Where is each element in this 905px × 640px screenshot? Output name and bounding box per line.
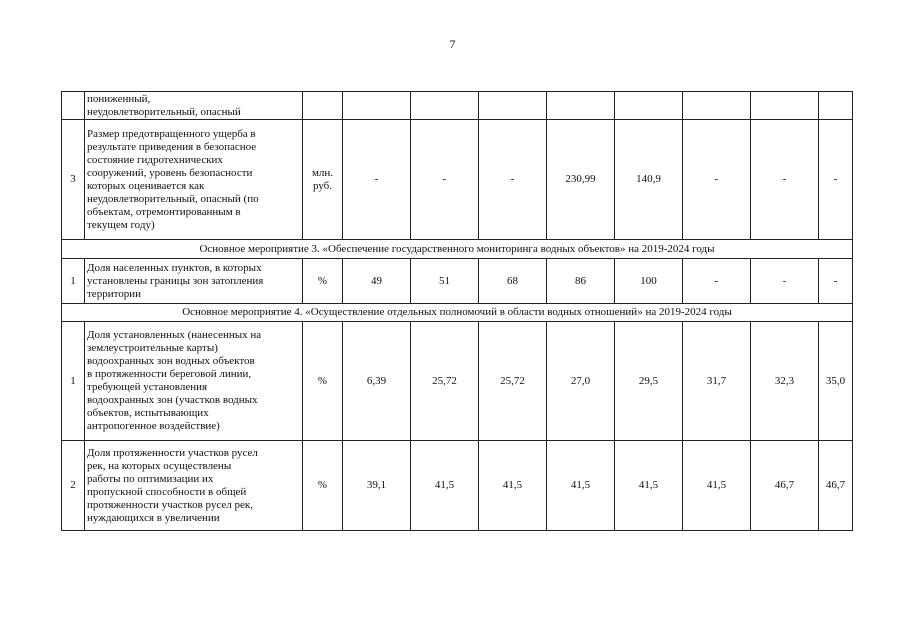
value-cell bbox=[615, 92, 683, 120]
indicators-table bbox=[61, 91, 853, 531]
value-cell: 39,1 bbox=[343, 441, 411, 531]
section-title: Основное мероприятие 4. «Осуществление отдельных полномочий в области водных отношений» на 2019-2024 годы bbox=[62, 304, 853, 322]
page-number: 7 bbox=[449, 37, 456, 51]
unit-cell: млн. руб. bbox=[303, 120, 343, 240]
unit-cell: % bbox=[303, 259, 343, 304]
value-cell: 41,5 bbox=[547, 441, 615, 531]
value-cell: 32,3 bbox=[751, 322, 819, 441]
table-row bbox=[62, 322, 853, 441]
value-cell: 140,9 bbox=[615, 120, 683, 240]
value-cell: - bbox=[343, 120, 411, 240]
row-number: 2 bbox=[62, 441, 85, 531]
value-cell: 100 bbox=[615, 259, 683, 304]
value-cell: 35,0 bbox=[819, 322, 853, 441]
value-cell bbox=[751, 92, 819, 120]
indicator-name: Размер предотвращенного ущерба в результате приведения в безопасное состояние гидротехнических сооружений, уровень безопасности которых оценивается как неудовлетворительный, опасный (по объектам, отремонтированным в текущем году) bbox=[85, 120, 303, 240]
table-row bbox=[62, 259, 853, 304]
value-cell bbox=[819, 92, 853, 120]
value-cell: 27,0 bbox=[547, 322, 615, 441]
value-cell bbox=[683, 92, 751, 120]
value-cell: 230,99 bbox=[547, 120, 615, 240]
unit-cell: % bbox=[303, 322, 343, 441]
value-cell: 29,5 bbox=[615, 322, 683, 441]
section-title: Основное мероприятие 3. «Обеспечение государственного мониторинга водных объектов» на 2019-2024 годы bbox=[62, 240, 853, 259]
value-cell: - bbox=[751, 259, 819, 304]
value-cell bbox=[547, 92, 615, 120]
section-row bbox=[62, 304, 853, 322]
value-cell: 49 bbox=[343, 259, 411, 304]
value-cell: 51 bbox=[411, 259, 479, 304]
value-cell: 6,39 bbox=[343, 322, 411, 441]
value-cell bbox=[343, 92, 411, 120]
indicator-name: Доля населенных пунктов, в которых установлены границы зон затопления территории bbox=[85, 259, 303, 304]
table-row bbox=[62, 92, 853, 120]
unit-cell: % bbox=[303, 441, 343, 531]
value-cell: 25,72 bbox=[479, 322, 547, 441]
value-cell: 41,5 bbox=[615, 441, 683, 531]
value-cell bbox=[411, 92, 479, 120]
indicator-name: пониженный, неудовлетворительный, опасный bbox=[85, 92, 303, 120]
value-cell bbox=[479, 92, 547, 120]
value-cell: 68 bbox=[479, 259, 547, 304]
indicator-name: Доля установленных (нанесенных на землеустроительные карты) водоохранных зон водных объектов в протяженности береговой линии, требующей установления водоохранных зон (участков водных объектов, испытывающих антропогенное воздействие) bbox=[85, 322, 303, 441]
value-cell: - bbox=[819, 259, 853, 304]
row-number: 1 bbox=[62, 322, 85, 441]
section-row bbox=[62, 240, 853, 259]
value-cell: 25,72 bbox=[411, 322, 479, 441]
row-number: 1 bbox=[62, 259, 85, 304]
value-cell: - bbox=[411, 120, 479, 240]
value-cell: - bbox=[683, 259, 751, 304]
value-cell: 46,7 bbox=[751, 441, 819, 531]
row-number bbox=[62, 92, 85, 120]
value-cell: - bbox=[819, 120, 853, 240]
row-number: 3 bbox=[62, 120, 85, 240]
value-cell: 31,7 bbox=[683, 322, 751, 441]
table-row bbox=[62, 441, 853, 531]
value-cell: 86 bbox=[547, 259, 615, 304]
value-cell: 41,5 bbox=[479, 441, 547, 531]
value-cell: 46,7 bbox=[819, 441, 853, 531]
value-cell: 41,5 bbox=[411, 441, 479, 531]
value-cell: - bbox=[683, 120, 751, 240]
value-cell: 41,5 bbox=[683, 441, 751, 531]
indicator-name: Доля протяженности участков русел рек, на которых осуществлены работы по оптимизации их пропускной способности в общей протяженности участков русел рек, нуждающихся в увеличении bbox=[85, 441, 303, 531]
table-row bbox=[62, 120, 853, 240]
value-cell: - bbox=[479, 120, 547, 240]
value-cell: - bbox=[751, 120, 819, 240]
unit-cell bbox=[303, 92, 343, 120]
